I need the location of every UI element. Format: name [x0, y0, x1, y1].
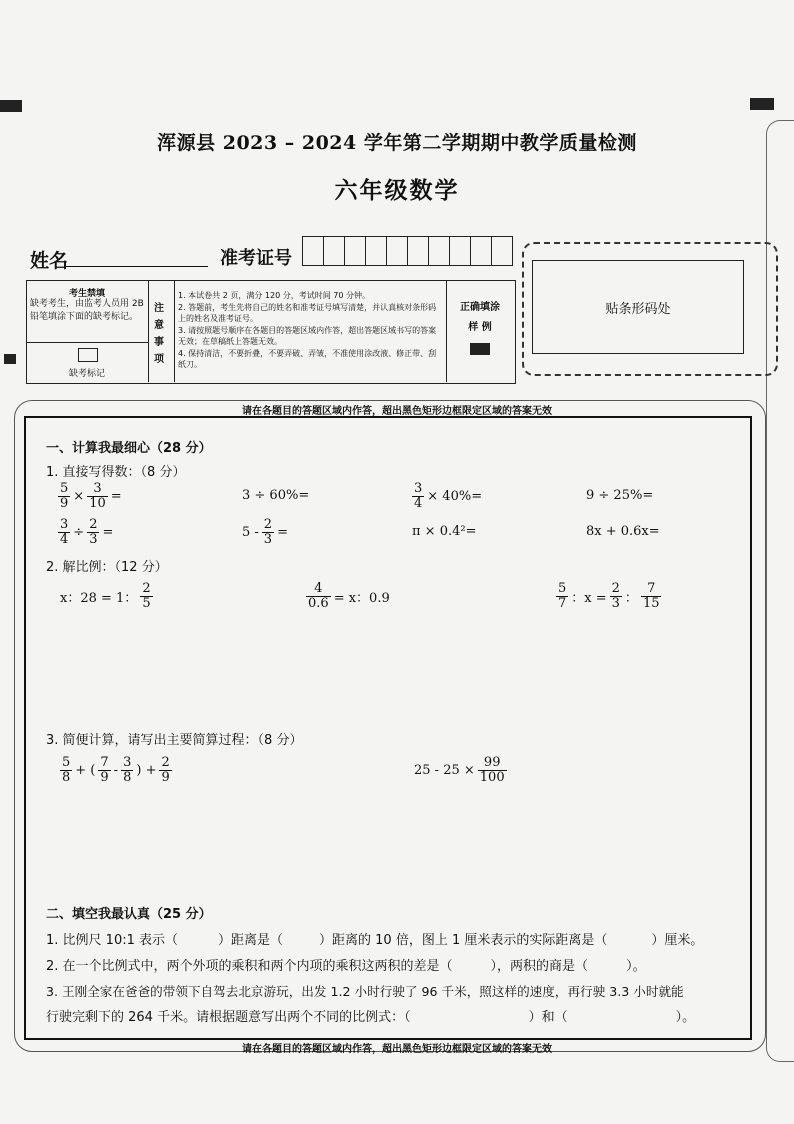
attention-item: 4. 保持清洁，不要折叠，不要弄破、弄皱，不准使用涂改液、修正带、刮纸刀。 — [178, 348, 437, 369]
exam-title: 浑源县 2023 – 2024 学年第二学期期中教学质量检测 — [157, 132, 637, 154]
warning-top: 请在各题目的答题区域内作答，超出黑色矩形边框限定区域的答案无效 — [242, 406, 552, 417]
expr-4: 9 ÷ 25%= — [586, 488, 654, 503]
expr-3: $\frac{3}{4}$ × 40%= — [414, 481, 483, 511]
filled-example-icon — [470, 343, 490, 355]
proportion-1: x：28 = 1： $\frac{2}{5}$ — [60, 581, 151, 611]
registration-mark-left — [4, 354, 16, 364]
fill-q1: 1. 比例尺 10:1 表示（ ）距离是（ ）距离的 10 倍，图上 1 厘米表示的实际距离是（ ）厘米。 — [46, 933, 704, 948]
proportion-3: $\frac{5}{7}$ ：x = $\frac{2}{3}$ ： $\frac{7}{15}$ — [558, 581, 660, 611]
expr-5: $\frac{3}{4}$ ÷ $\frac{2}{3}$ = — [60, 517, 114, 547]
attention-label: 注意事项 — [154, 303, 164, 365]
registration-mark-top-right — [750, 98, 774, 110]
name-field[interactable] — [66, 266, 208, 267]
registration-mark-top-left — [0, 100, 22, 112]
q2-title: 2. 解比例：（12 分） — [46, 560, 168, 575]
section1-title: 一、计算我最细心（28 分） — [46, 441, 212, 456]
fill-example-label: 正确填涂 — [460, 302, 500, 313]
attention-item: 2. 答题前，考生先将自己的姓名和准考证号填写清楚，并认真核对条形码上的姓名及准考证号。 — [178, 302, 437, 323]
attention-item: 3. 请按照题号顺序在各题目的答题区域内作答，超出答题区域书写的答案无效；在草稿纸上答题无效。 — [178, 325, 437, 346]
attention-items — [178, 290, 442, 371]
attention-item: 1. 本试卷共 2 页，满分 120 分，考试时间 70 分钟。 — [178, 291, 370, 300]
fill-q3-line1: 3. 王刚全家在爸爸的带领下自驾去北京游玩，出发 1.2 小时行驶了 96 千米，照这样的速度，再行驶 3.3 小时就能 — [46, 984, 684, 999]
expr-6: 5 - $\frac{2}{3}$ = — [242, 517, 288, 547]
warning-bottom: 请在各题目的答题区域内作答，超出黑色矩形边框限定区域的答案无效 — [242, 1044, 552, 1055]
q3-title: 3. 简便计算，请写出主要简算过程：（8 分） — [46, 733, 303, 748]
expr-8: 8x + 0.6x= — [586, 524, 660, 539]
expr-1: $\frac{5}{9}$ × $\frac{3}{10}$ = — [60, 481, 122, 511]
simplify-2: 25 - 25 × $\frac{99}{100}$ — [414, 755, 505, 785]
fill-q2: 2. 在一个比例式中，两个外项的乘积和两个内项的乘积这两积的差是（ ），两积的商是（ ）。 — [46, 959, 646, 974]
absent-mark-label: 缺考标记 — [68, 369, 105, 379]
simplify-1: $\frac{5}{8}$ + ( $\frac{7}{9}$ - $\frac{3}{8}$ ) + $\frac{2}{9}$ — [62, 755, 170, 785]
fill-example-sub: 样 例 — [468, 322, 492, 333]
exam-id-label: 准考证号 — [220, 248, 292, 269]
barcode-label: 贴条形码处 — [605, 302, 671, 317]
q1-title: 1. 直接写得数：（8 分） — [46, 465, 186, 480]
proportion-2: $\frac{4}{0.6}$ = x：0.9 — [308, 581, 390, 611]
absent-mark-box[interactable] — [78, 348, 98, 362]
notice-title: 考生禁填 — [68, 289, 105, 299]
expr-2: 3 ÷ 60%= — [242, 488, 310, 503]
fill-q3-line2: 行驶完剩下的 264 千米。请根据题意写出两个不同的比例式：（ ）和（ ）。 — [46, 1010, 696, 1025]
name-label: 姓名 — [30, 250, 69, 272]
expr-7: π × 0.4²= — [412, 524, 477, 539]
notice-text: 缺考考生，由监考人员用 2B 铅笔填涂下面的缺考标记。 — [30, 299, 144, 322]
subject-title: 六年级数学 — [334, 177, 460, 204]
section2-title: 二、填空我最认真（25 分） — [46, 907, 212, 922]
exam-id-boxes[interactable] — [302, 236, 513, 266]
